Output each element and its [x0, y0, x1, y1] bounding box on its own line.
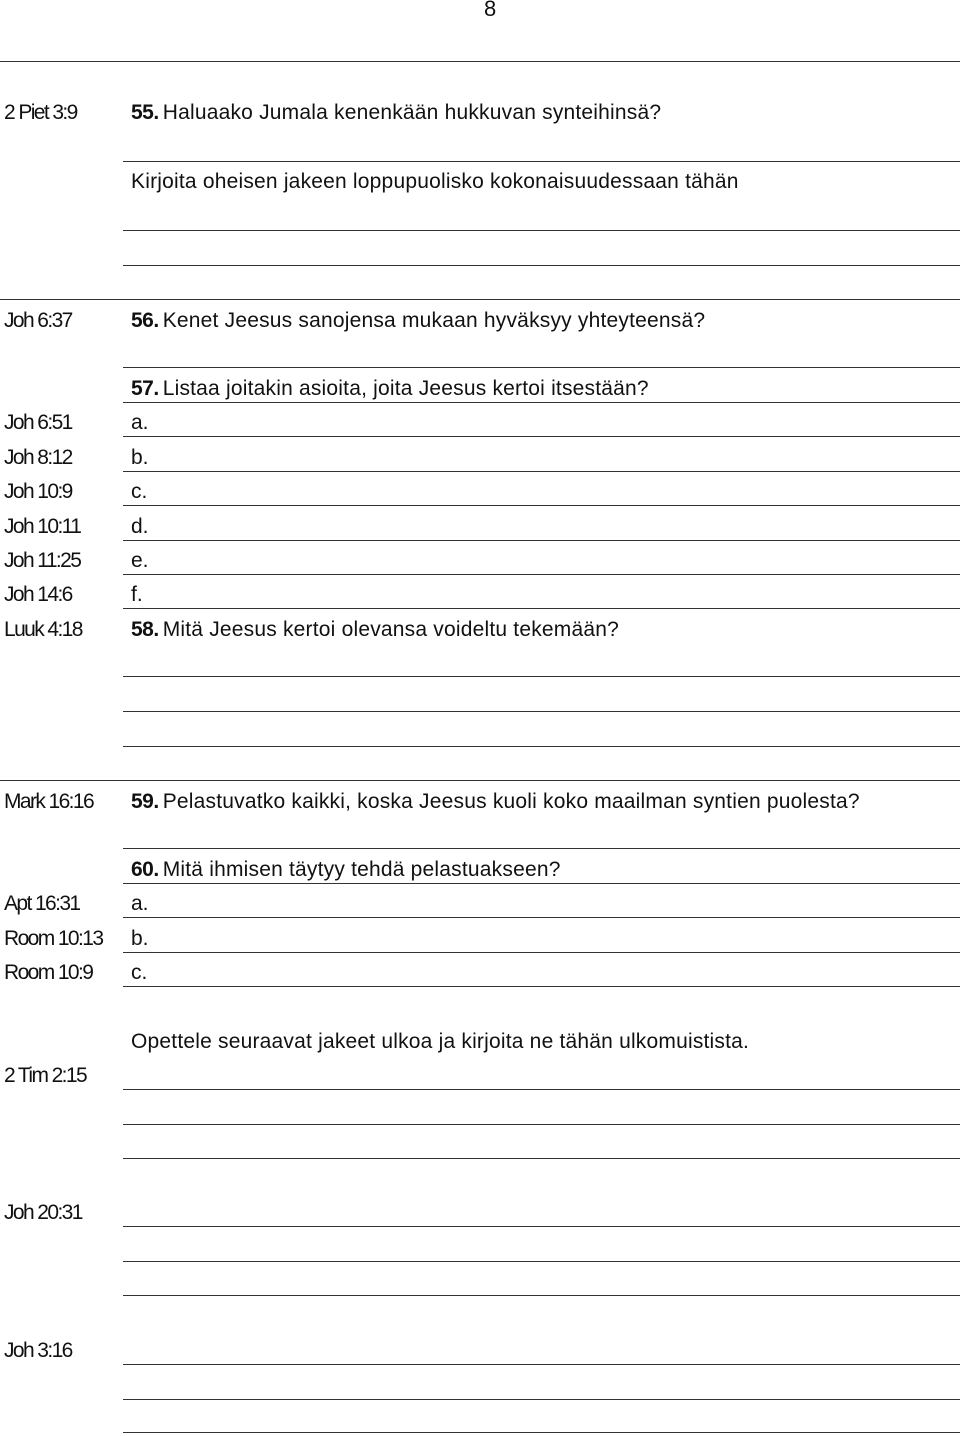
answer-line[interactable] [123, 1226, 960, 1227]
item-letter-c: c. [131, 480, 148, 503]
answer-line[interactable] [123, 230, 960, 231]
answer-line[interactable] [123, 952, 960, 953]
ref-joh-3-16: Joh 3:16 [4, 1339, 72, 1362]
ref-room-10-13: Room 10:13 [4, 927, 103, 950]
ref-joh-11-25: Joh 11:25 [4, 549, 81, 572]
answer-line[interactable] [123, 848, 960, 849]
question-text: Haluaako Jumala kenenkään hukkuvan synteihinsä? [162, 101, 662, 124]
answer-line[interactable] [123, 986, 960, 987]
question-number: 58. [131, 618, 159, 641]
question-59 [131, 790, 860, 814]
answer-line[interactable] [123, 1364, 960, 1365]
item-letter-c: c. [131, 961, 148, 984]
question-number: 59. [131, 790, 159, 813]
question-60 [131, 858, 561, 882]
ref-joh-10-9: Joh 10:9 [4, 480, 72, 503]
answer-line[interactable] [123, 676, 960, 677]
question-text: Mitä Jeesus kertoi olevansa voideltu tekemään? [162, 618, 619, 641]
answer-line[interactable] [123, 471, 960, 472]
item-letter-b: b. [131, 927, 149, 950]
question-text: Pelastuvatko kaikki, koska Jeesus kuoli koko maailman syntien puolesta? [162, 790, 860, 813]
question-text: Listaa joitakin asioita, joita Jeesus kertoi itsestään? [162, 377, 649, 400]
answer-line[interactable] [123, 1089, 960, 1090]
question-number: 56. [131, 309, 159, 332]
ref-2piet-3-9: 2 Piet 3:9 [4, 101, 77, 124]
answer-line[interactable] [123, 574, 960, 575]
ref-joh-10-11: Joh 10:11 [4, 515, 81, 538]
item-letter-a: a. [131, 411, 149, 434]
line-divider [0, 780, 960, 781]
question-text: Kenet Jeesus sanojensa mukaan hyväksyy yhteyteensä? [162, 309, 706, 332]
line-top [0, 61, 960, 62]
answer-line[interactable] [123, 711, 960, 712]
answer-line[interactable] [123, 436, 960, 437]
answer-line[interactable] [123, 1261, 960, 1262]
item-letter-b: b. [131, 446, 149, 469]
instruction-text: Kirjoita oheisen jakeen loppupuolisko kokonaisuudessaan tähän [131, 170, 739, 193]
ref-joh-14-6: Joh 14:6 [4, 583, 72, 606]
ref-joh-8-12: Joh 8:12 [4, 446, 72, 469]
answer-line[interactable] [123, 1124, 960, 1125]
question-58 [131, 618, 619, 642]
ref-joh-20-31: Joh 20:31 [4, 1201, 82, 1224]
line-divider [0, 299, 960, 300]
ref-luuk-4-18: Luuk 4:18 [4, 618, 82, 641]
ref-joh-6-37: Joh 6:37 [4, 309, 72, 332]
ref-joh-6-51: Joh 6:51 [4, 411, 72, 434]
answer-line[interactable] [123, 1295, 960, 1296]
item-letter-a: a. [131, 892, 149, 915]
answer-line[interactable] [123, 161, 960, 162]
answer-line[interactable] [123, 505, 960, 506]
answer-line[interactable] [123, 265, 960, 266]
question-text: Mitä ihmisen täytyy tehdä pelastuakseen? [162, 858, 561, 881]
question-55 [131, 101, 661, 125]
answer-line[interactable] [123, 1399, 960, 1400]
answer-line[interactable] [123, 883, 960, 884]
ref-mark-16-16: Mark 16:16 [4, 790, 94, 813]
memorize-instruction: Opettele seuraavat jakeet ulkoa ja kirjoita ne tähän ulkomuistista. [131, 1030, 750, 1053]
answer-line[interactable] [123, 540, 960, 541]
answer-line[interactable] [123, 1158, 960, 1159]
answer-line[interactable] [123, 402, 960, 403]
answer-line[interactable] [123, 1432, 960, 1433]
ref-2tim-2-15: 2 Tim 2:15 [4, 1064, 87, 1087]
question-number: 55. [131, 101, 159, 124]
question-number: 60. [131, 858, 159, 881]
ref-room-10-9: Room 10:9 [4, 961, 93, 984]
answer-line[interactable] [123, 608, 960, 609]
answer-line[interactable] [123, 746, 960, 747]
answer-line[interactable] [123, 917, 960, 918]
page-number: 8 [484, 0, 497, 21]
item-letter-d: d. [131, 515, 149, 538]
item-letter-e: e. [131, 549, 149, 572]
question-57 [131, 377, 649, 401]
question-number: 57. [131, 377, 159, 400]
question-56 [131, 309, 705, 333]
answer-line[interactable] [123, 367, 960, 368]
item-letter-f: f. [131, 583, 143, 606]
ref-apt-16-31: Apt 16:31 [4, 892, 80, 915]
